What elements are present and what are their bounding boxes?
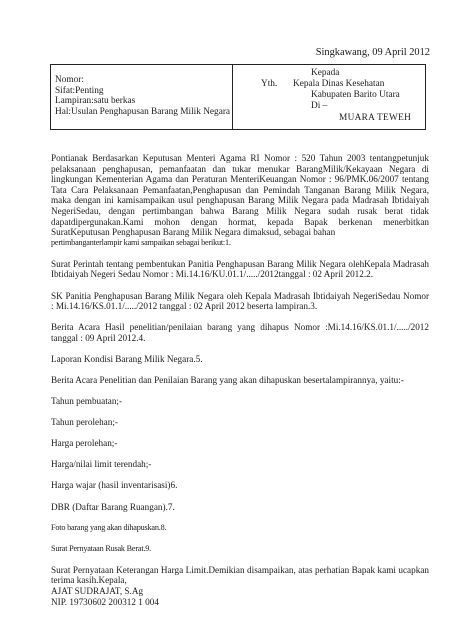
paragraph-intro-end: pertimbanganterlampir kami sampaikan sebagai berikut:1. bbox=[51, 237, 231, 247]
recipient-title: Kepala Dinas Kesehatan bbox=[293, 79, 385, 89]
letter-date: Singkawang, 09 April 2012 bbox=[315, 47, 430, 58]
paragraph-item-1: Surat Perintah tentang pembentukan Panitia Penghapusan Barang Milik Negara olehKepala Madrasah Ibtidaiyah Negeri Sedau Nomor : Mi.14.16/KU.01.1/...../2012tanggal : 02 April 2012.2. bbox=[51, 258, 429, 280]
hal-line: Hal:Usulan Penghapusan Barang Milik Negara bbox=[55, 106, 231, 117]
kepada-label: Kepada bbox=[311, 68, 340, 78]
recipient-block bbox=[233, 65, 425, 129]
lampiran-line: Lampiran:satu berkas bbox=[55, 96, 136, 107]
recipient-city: MUARA TEWEH bbox=[339, 113, 412, 123]
yth-label: Yth. bbox=[261, 79, 278, 89]
nomor-line: Nomor: bbox=[55, 75, 84, 85]
letter-meta bbox=[51, 65, 233, 129]
paragraph-item-3: Berita Acara Hasil penelitian/penilaian barang yang dihapus Nomor :Mi.14.16/KS.01.1/...../2012 tanggal : 09 April 2012.4. bbox=[51, 322, 429, 343]
signatory-nip: NIP. 19730602 200312 1 004 bbox=[51, 596, 159, 607]
sifat-line: Sifat:Penting bbox=[55, 85, 104, 96]
closing-paragraph: Surat Pernyataan Keterangan Harga Limit.Demikian disampaikan, atas perhatian Bapak kami ucapkan terima kasih.Kepala, bbox=[51, 564, 429, 586]
recipient-region: Kabupaten Barito Utara bbox=[311, 90, 400, 100]
list-item: Harga perolehan;- bbox=[51, 438, 118, 449]
paragraph-intro: Pontianak Berdasarkan Keputusan Menteri Agama RI Nomor : 520 Tahun 2003 tentangpetunjuk pelaksanaan penghapusan, pemanfaatan dan tukar menukar BarangMilik/Kekayaan Negara di lingkungan Kementerian Agama dan Peraturan MenteriKeuangan Nomor : 96/PMK.06/2007 tentang Tata Cara Pelaksanaan Pemanfaatan,Penghapusan dan Pemindah Tanganan Barang Milik Negara, maka dengan ini kamisampaikan usul penghapusan Barang Milik Negara pada Madrasah Ibtidaiyah NegeriSedau, dengan pertimbangan bahwa Barang Milik Negara sudah rusak berat tidak dapatdipergunakan.Kami mohon dengan hormat, kepada Bapak berkenan menerbitkan SuratKeputusan Penghapusan Barang Milik Negara dimaksud, sebagai bahan bbox=[51, 153, 429, 238]
list-item: Harga wajar (hasil inventarisasi)6. bbox=[51, 480, 178, 491]
paragraph-item-5: Berita Acara Penelitian dan Penilaian Barang yang akan dihapuskan besertalampirannya, yaitu:- bbox=[51, 375, 404, 385]
list-item: Tahun perolehan;- bbox=[51, 417, 118, 428]
paragraph-item-4: Laporan Kondisi Barang Milik Negara.5. bbox=[51, 353, 203, 364]
letter-header-box bbox=[50, 64, 426, 130]
list-item: Surat Pernyataan Rusak Berat.9. bbox=[51, 543, 151, 553]
list-item: Tahun pembuatan;- bbox=[51, 396, 123, 407]
signatory-name: AJAT SUDRAJAT, S.Ag bbox=[51, 586, 144, 597]
list-item: Harga/nilai limit terendah;- bbox=[51, 459, 152, 470]
list-item: Foto barang yang akan dihapuskan.8. bbox=[51, 522, 167, 532]
paragraph-item-2: SK Panitia Penghapusan Barang Milik Negara oleh Kepala Madrasah Ibtidaiyah NegeriSedau Nomor : Mi.14.16/KS.01.1/...../2012 tanggal : 02 April 2012 beserta lampiran.3. bbox=[51, 290, 429, 312]
letter-body bbox=[51, 153, 429, 607]
recipient-di: Di – bbox=[311, 101, 328, 111]
list-item: DBR (Daftar Barang Ruangan).7. bbox=[51, 501, 175, 512]
